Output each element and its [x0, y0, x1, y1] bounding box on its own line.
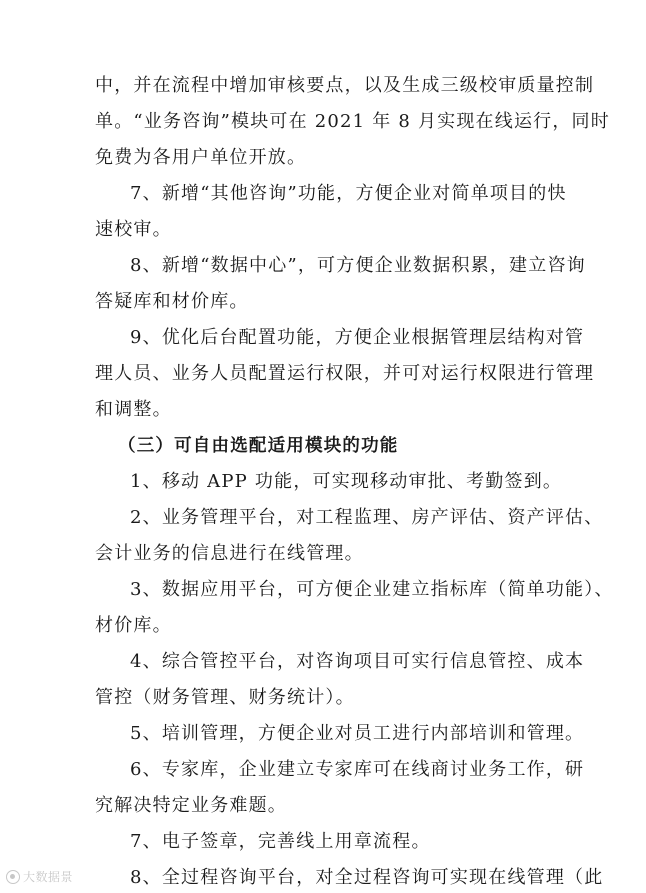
- body-line-3: 免费为各用户单位开放。: [95, 147, 307, 168]
- body-line-14: 会计业务的信息进行在线管理。: [95, 543, 364, 564]
- body-line-8: 9、优化后台配置功能，方便企业根据管理层结构对管: [130, 327, 585, 348]
- body-line-16: 材价库。: [95, 615, 172, 636]
- body-line-21: 究解决特定业务难题。: [95, 795, 287, 816]
- body-line-17: 4、综合管控平台，对咨询项目可实行信息管控、成本: [130, 651, 585, 672]
- body-line-15: 3、数据应用平台，可方便企业建立指标库（简单功能）、: [130, 579, 614, 600]
- body-line-2: 单。“业务咨询”模块可在 2021 年 8 月实现在线运行，同时: [95, 111, 610, 132]
- body-line-9: 理人员、业务人员配置运行权限，并可对运行权限进行管理: [95, 363, 595, 384]
- body-line-12: 1、移动 APP 功能，可实现移动审批、考勤签到。: [130, 471, 563, 492]
- body-line-5: 速校审。: [95, 219, 172, 240]
- body-line-10: 和调整。: [95, 399, 172, 420]
- watermark-text: 大数据景: [23, 870, 74, 884]
- body-line-1: 中，并在流程中增加审核要点，以及生成三级校审质量控制: [95, 75, 595, 96]
- section-heading: （三）可自由选配适用模块的功能: [118, 436, 399, 456]
- body-line-18: 管控（财务管理、财务统计）。: [95, 687, 355, 708]
- body-line-13: 2、业务管理平台，对工程监理、房产评估、资产评估、: [130, 507, 604, 528]
- watermark: [6, 868, 73, 885]
- body-line-4: 7、新增“其他咨询”功能，方便企业对简单项目的快: [130, 183, 567, 204]
- body-line-6: 8、新增“数据中心”，可方便企业数据积累，建立咨询: [130, 255, 586, 276]
- body-line-20: 6、专家库，企业建立专家库可在线商讨业务工作，研: [130, 759, 585, 780]
- watermark-logo-icon: [6, 870, 20, 884]
- body-line-7: 答疑库和材价库。: [95, 291, 249, 312]
- body-line-22: 7、电子签章，完善线上用章流程。: [130, 831, 431, 852]
- body-line-23: 8、全过程咨询平台，对全过程咨询可实现在线管理（此: [130, 867, 604, 888]
- body-line-19: 5、培训管理，方便企业对员工进行内部培训和管理。: [130, 723, 585, 744]
